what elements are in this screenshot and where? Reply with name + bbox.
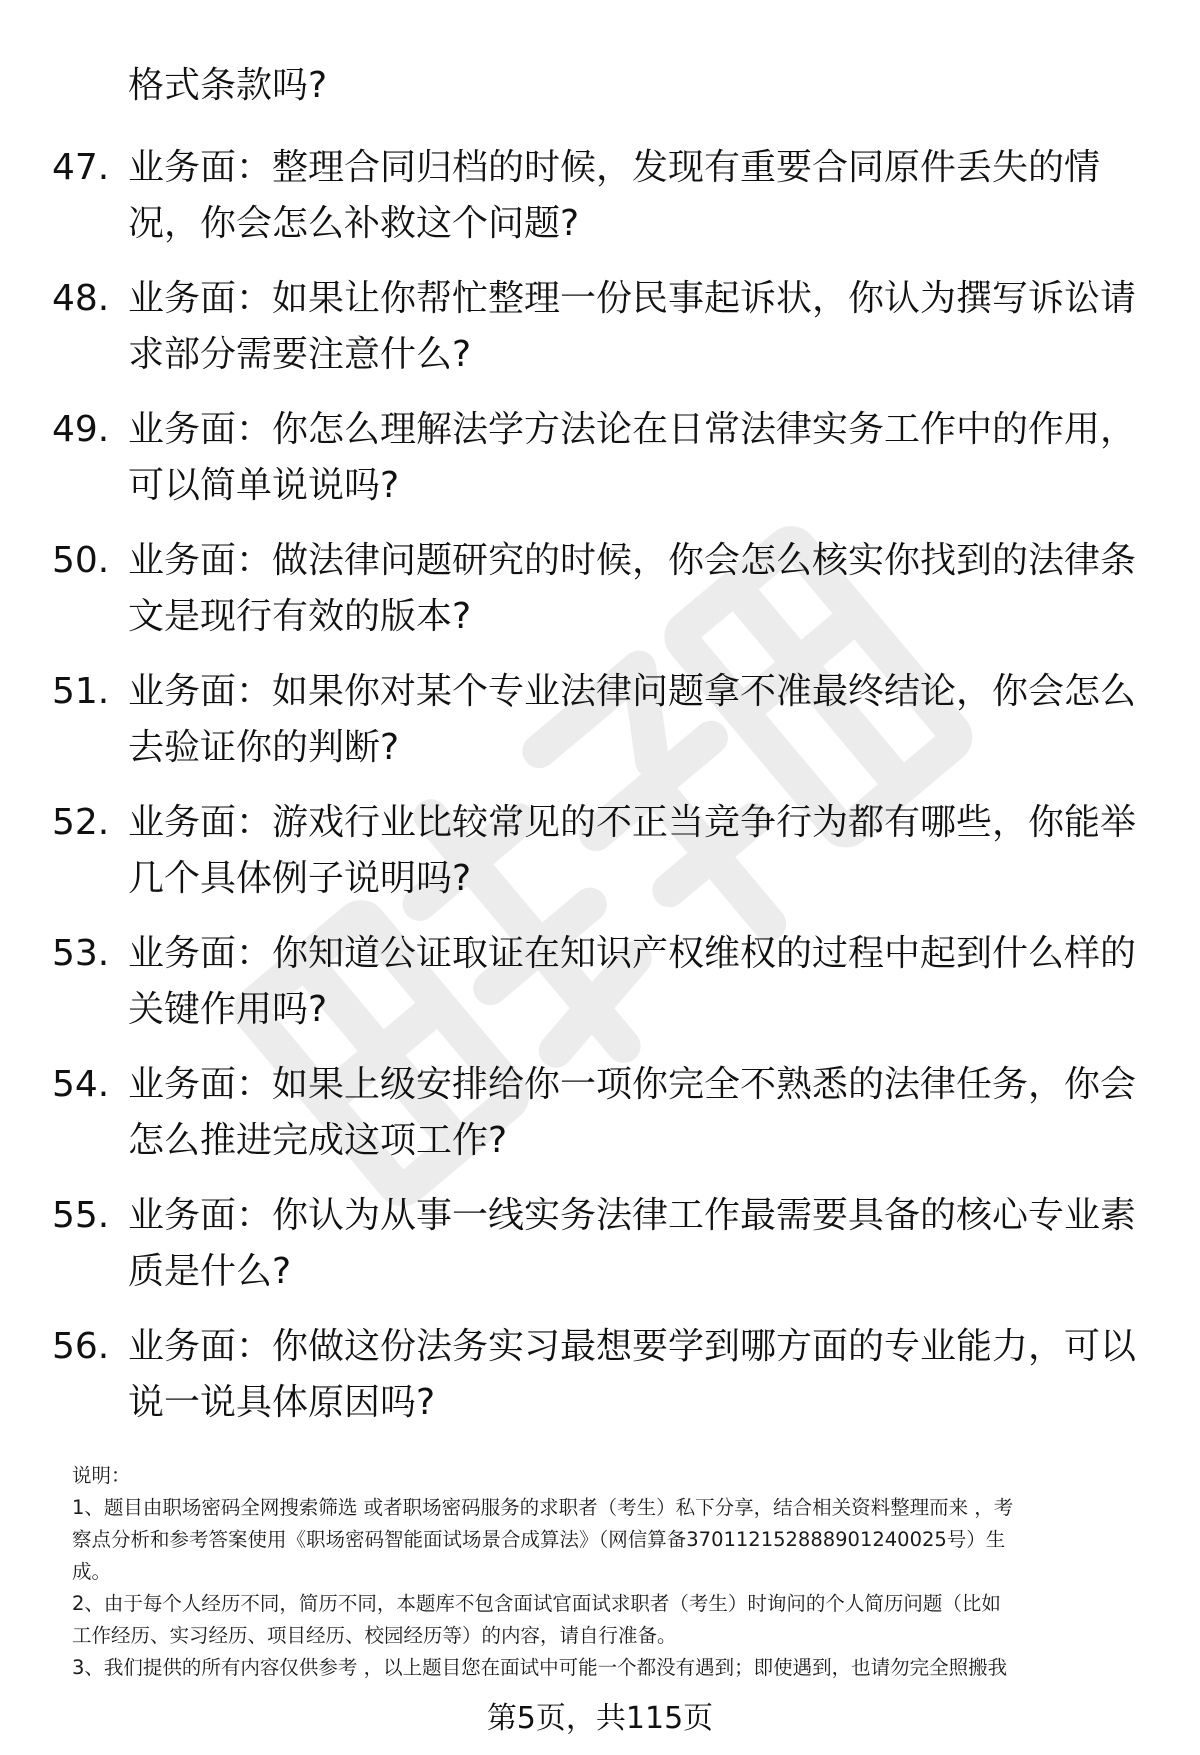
question-number: 47.	[52, 147, 110, 188]
question-number: 51.	[52, 671, 110, 712]
question-text	[128, 1057, 1138, 1169]
note-line: 察点分析和参考答案使用《职场密码智能面试场景合成算法》（网信算备370112152888901240025号）生	[72, 1528, 1006, 1551]
question-line: 业务面：如果让你帮忙整理一份民事起诉状，你认为撰写诉讼请	[128, 278, 1137, 319]
question-line: 质是什么?	[128, 1251, 292, 1292]
question-text	[128, 402, 1138, 514]
question-item	[0, 140, 1200, 271]
notes-heading: 说明：	[72, 1464, 131, 1487]
question-number: 54.	[52, 1064, 110, 1105]
note-line: 成。	[72, 1560, 112, 1583]
question-item	[0, 926, 1200, 1057]
question-item	[0, 795, 1200, 926]
question-text	[128, 271, 1138, 383]
question-number: 55.	[52, 1195, 110, 1236]
question-item	[0, 533, 1200, 664]
question-text	[128, 795, 1138, 907]
question-line: 业务面：游戏行业比较常见的不正当竞争行为都有哪些，你能举	[128, 802, 1137, 843]
question-line: 去验证你的判断?	[128, 727, 400, 768]
question-number: 52.	[52, 802, 110, 843]
question-text	[128, 1319, 1138, 1431]
question-text	[128, 926, 1138, 1038]
question-number: 49.	[52, 409, 110, 450]
question-line: 业务面：你怎么理解法学方法论在日常法律实务工作中的作用，	[128, 409, 1137, 450]
question-text	[128, 140, 1138, 252]
question-item	[0, 664, 1200, 795]
question-line: 业务面：如果你对某个专业法律问题拿不准最终结论，你会怎么	[128, 671, 1137, 712]
question-line: 业务面：你认为从事一线实务法律工作最需要具备的核心专业素	[128, 1195, 1137, 1236]
question-text	[128, 664, 1138, 776]
question-item	[0, 402, 1200, 533]
question-item	[0, 1188, 1200, 1319]
question-number: 50.	[52, 540, 110, 581]
question-line: 可以简单说说吗?	[128, 465, 400, 506]
question-item	[0, 271, 1200, 402]
question-item	[0, 1319, 1200, 1450]
page-number: 第5页，共115页	[486, 1701, 714, 1736]
question-list	[0, 140, 1200, 1450]
notes-section	[72, 1460, 1152, 1684]
question-line: 业务面：你做这份法务实习最想要学到哪方面的专业能力，可以	[128, 1326, 1137, 1367]
note-line: 2、由于每个人经历不同，简历不同，本题库不包含面试官面试求职者（考生）时询问的个人简历问题（比如	[72, 1592, 1001, 1615]
question-line: 文是现行有效的版本?	[128, 596, 472, 637]
question-line: 业务面：整理合同归档的时候，发现有重要合同原件丢失的情	[128, 147, 1101, 188]
question-line: 关键作用吗?	[128, 989, 328, 1030]
question-line: 求部分需要注意什么?	[128, 334, 472, 375]
question-line: 况，你会怎么补救这个问题?	[128, 203, 580, 244]
question-line: 业务面：如果上级安排给你一项你完全不熟悉的法律任务，你会	[128, 1064, 1137, 1105]
question-number: 56.	[52, 1326, 110, 1367]
question-number: 48.	[52, 278, 110, 319]
question-text	[128, 533, 1138, 645]
question-line: 业务面：你知道公证取证在知识产权维权的过程中起到什么样的	[128, 933, 1137, 974]
question-line: 业务面：做法律问题研究的时候，你会怎么核实你找到的法律条	[128, 540, 1137, 581]
note-line: 1、题目由职场密码全网搜索筛选 或者职场密码服务的求职者（考生）私下分享，结合相关资料整理而来 ，考	[72, 1496, 1014, 1519]
note-line: 工作经历、实习经历、项目经历、校园经历等）的内容，请自行准备。	[72, 1624, 677, 1647]
question-line: 说一说具体原因吗?	[128, 1382, 436, 1423]
previous-question-continuation: 格式条款吗?	[128, 65, 328, 106]
question-number: 53.	[52, 933, 110, 974]
question-item	[0, 1057, 1200, 1188]
question-line: 几个具体例子说明吗?	[128, 858, 472, 899]
question-line: 怎么推进完成这项工作?	[128, 1120, 508, 1161]
note-line: 3、我们提供的所有内容仅供参考 ，以上题目您在面试中可能一个都没有遇到；即使遇到，也请勿完全照搬我	[72, 1656, 1008, 1679]
question-text	[128, 1188, 1138, 1300]
